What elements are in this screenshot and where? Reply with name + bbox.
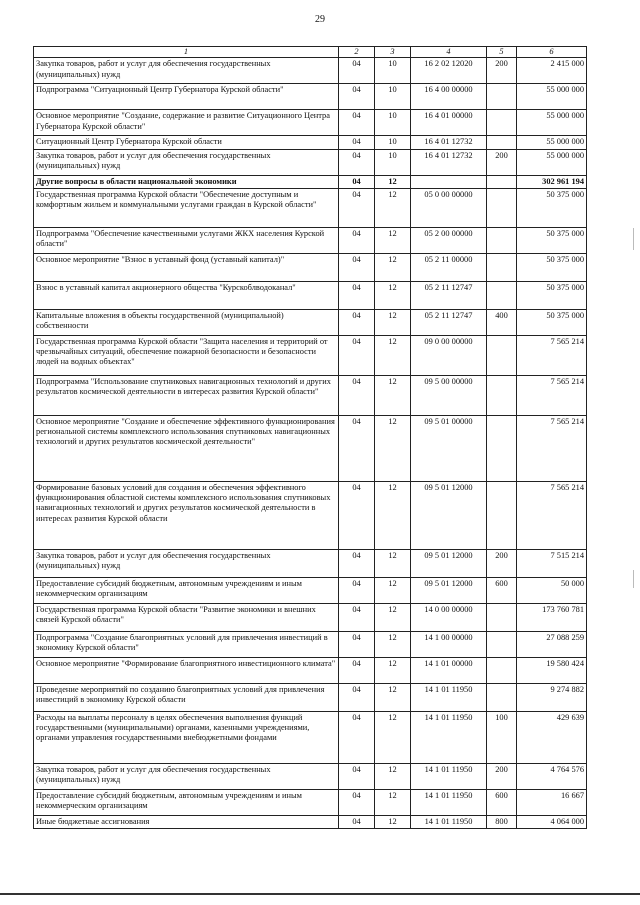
cell-amount: 55 000 000 <box>517 84 587 110</box>
cell-code: 16 4 01 12732 <box>411 149 487 175</box>
cell-sub: 10 <box>375 58 411 84</box>
table-row <box>34 58 587 84</box>
cell-amount: 173 760 781 <box>517 603 587 631</box>
cell-amount: 7 565 214 <box>517 335 587 375</box>
cell-sub: 12 <box>375 175 411 188</box>
table-row <box>34 577 587 603</box>
cell-name: Взнос в уставный капитал акционерного общества "Курскоблводоканал" <box>34 281 339 309</box>
cell-type <box>487 603 517 631</box>
cell-amount: 19 580 424 <box>517 657 587 683</box>
cell-code: 05 0 00 00000 <box>411 188 487 227</box>
cell-name: Основное мероприятие "Создание, содержание и развитие Ситуационного Центра Губернатора Курской области" <box>34 110 339 136</box>
cell-code: 16 4 01 00000 <box>411 110 487 136</box>
table-row <box>34 149 587 175</box>
table-row <box>34 763 587 789</box>
cell-name: Капитальные вложения в объекты государственной (муниципальной) собственности <box>34 309 339 335</box>
cell-amount: 302 961 194 <box>517 175 587 188</box>
cell-name: Основное мероприятие "Взнос в уставный фонд (уставный капитал)" <box>34 253 339 281</box>
cell-type: 800 <box>487 815 517 828</box>
cell-sec: 04 <box>339 631 375 657</box>
table-row <box>34 335 587 375</box>
cell-sec: 04 <box>339 577 375 603</box>
cell-type <box>487 631 517 657</box>
cell-sub: 10 <box>375 149 411 175</box>
cell-code <box>411 175 487 188</box>
cell-type: 200 <box>487 763 517 789</box>
cell-name: Государственная программа Курской области "Защита населения и территорий от чрезвычайных ситуаций, обеспечение пожарной безопасности и безопасности людей на водных объектах" <box>34 335 339 375</box>
cell-code: 14 0 00 00000 <box>411 603 487 631</box>
cell-sub: 12 <box>375 657 411 683</box>
cell-name: Закупка товаров, работ и услуг для обеспечения государственных (муниципальных) нужд <box>34 763 339 789</box>
cell-name: Ситуационный Центр Губернатора Курской области <box>34 136 339 149</box>
cell-name: Государственная программа Курской области "Развитие экономики и внешних связей Курской области" <box>34 603 339 631</box>
cell-sub: 12 <box>375 603 411 631</box>
cell-code: 14 1 01 11950 <box>411 815 487 828</box>
table-row <box>34 549 587 577</box>
column-header: 1 <box>34 47 339 58</box>
cell-type <box>487 175 517 188</box>
cell-type <box>487 136 517 149</box>
cell-sec: 04 <box>339 136 375 149</box>
cell-type <box>487 110 517 136</box>
table-body <box>34 58 587 829</box>
column-header: 4 <box>411 47 487 58</box>
cell-sub: 12 <box>375 763 411 789</box>
cell-name: Другие вопросы в области национальной экономики <box>34 175 339 188</box>
cell-amount: 55 000 000 <box>517 136 587 149</box>
cell-type: 600 <box>487 577 517 603</box>
cell-amount: 7 515 214 <box>517 549 587 577</box>
edge-mark <box>633 228 634 250</box>
cell-amount: 27 088 259 <box>517 631 587 657</box>
column-header: 3 <box>375 47 411 58</box>
cell-sec: 04 <box>339 815 375 828</box>
cell-amount: 7 565 214 <box>517 481 587 549</box>
cell-amount: 50 375 000 <box>517 253 587 281</box>
cell-name: Проведение мероприятий по созданию благоприятных условий для привлечения инвестиций в экономику Курской области <box>34 683 339 711</box>
cell-amount: 7 565 214 <box>517 375 587 415</box>
cell-name: Закупка товаров, работ и услуг для обеспечения государственных (муниципальных) нужд <box>34 149 339 175</box>
cell-type: 100 <box>487 711 517 763</box>
cell-name: Основное мероприятие "Формирование благоприятного инвестиционного климата" <box>34 657 339 683</box>
cell-type <box>487 415 517 481</box>
cell-amount: 50 375 000 <box>517 309 587 335</box>
cell-name: Государственная программа Курской области "Обеспечение доступным и комфортным жильем и коммунальными услугами граждан в Курской области" <box>34 188 339 227</box>
cell-sec: 04 <box>339 335 375 375</box>
cell-sec: 04 <box>339 175 375 188</box>
table-row <box>34 683 587 711</box>
table-row <box>34 603 587 631</box>
table-row <box>34 415 587 481</box>
cell-sub: 12 <box>375 577 411 603</box>
cell-type <box>487 281 517 309</box>
cell-name: Подпрограмма "Использование спутниковых навигационных технологий и других результатов космической деятельности в интересах развития Курской области" <box>34 375 339 415</box>
column-header: 5 <box>487 47 517 58</box>
cell-type <box>487 375 517 415</box>
cell-amount: 4 064 000 <box>517 815 587 828</box>
cell-sub: 12 <box>375 683 411 711</box>
cell-sub: 12 <box>375 415 411 481</box>
cell-sub: 12 <box>375 335 411 375</box>
cell-name: Закупка товаров, работ и услуг для обеспечения государственных (муниципальных) нужд <box>34 549 339 577</box>
cell-amount: 50 375 000 <box>517 227 587 253</box>
cell-amount: 9 274 882 <box>517 683 587 711</box>
cell-code: 14 1 00 00000 <box>411 631 487 657</box>
table-row <box>34 631 587 657</box>
cell-code: 05 2 11 00000 <box>411 253 487 281</box>
cell-type <box>487 657 517 683</box>
cell-code: 09 5 01 00000 <box>411 415 487 481</box>
cell-amount: 50 375 000 <box>517 188 587 227</box>
cell-type: 200 <box>487 149 517 175</box>
header-row <box>34 47 587 58</box>
cell-amount: 16 667 <box>517 789 587 815</box>
cell-sec: 04 <box>339 415 375 481</box>
cell-sec: 04 <box>339 683 375 711</box>
cell-code: 16 4 00 00000 <box>411 84 487 110</box>
cell-type <box>487 481 517 549</box>
cell-sec: 04 <box>339 481 375 549</box>
budget-table <box>33 46 587 829</box>
cell-type <box>487 683 517 711</box>
cell-sec: 04 <box>339 603 375 631</box>
cell-sub: 10 <box>375 110 411 136</box>
cell-sec: 04 <box>339 281 375 309</box>
cell-sec: 04 <box>339 375 375 415</box>
cell-sub: 12 <box>375 481 411 549</box>
cell-name: Предоставление субсидий бюджетным, автономным учреждениям и иным некоммерческим организациям <box>34 577 339 603</box>
cell-type: 400 <box>487 309 517 335</box>
cell-type <box>487 84 517 110</box>
bottom-rule <box>0 893 640 895</box>
table-row <box>34 309 587 335</box>
cell-sec: 04 <box>339 309 375 335</box>
cell-amount: 55 000 000 <box>517 110 587 136</box>
cell-code: 09 5 00 00000 <box>411 375 487 415</box>
cell-name: Подпрограмма "Создание благоприятных условий для привлечения инвестиций в экономику Курской области" <box>34 631 339 657</box>
cell-code: 05 2 11 12747 <box>411 281 487 309</box>
cell-sec: 04 <box>339 149 375 175</box>
cell-name: Закупка товаров, работ и услуг для обеспечения государственных (муниципальных) нужд <box>34 58 339 84</box>
cell-sec: 04 <box>339 110 375 136</box>
table-row <box>34 789 587 815</box>
table-row <box>34 281 587 309</box>
column-header: 6 <box>517 47 587 58</box>
cell-code: 09 0 00 00000 <box>411 335 487 375</box>
cell-type <box>487 227 517 253</box>
table-row <box>34 657 587 683</box>
cell-sec: 04 <box>339 84 375 110</box>
cell-sec: 04 <box>339 253 375 281</box>
cell-name: Формирование базовых условий для создания и обеспечения эффективного функционирования областной системы комплексного использования спутниковых навигационных технологий и других результатов космической деятельности в интересах развития Курской области <box>34 481 339 549</box>
cell-amount: 7 565 214 <box>517 415 587 481</box>
cell-sub: 12 <box>375 375 411 415</box>
cell-amount: 50 375 000 <box>517 281 587 309</box>
page-number: 29 <box>315 14 325 25</box>
cell-sub: 12 <box>375 188 411 227</box>
table-row <box>34 711 587 763</box>
cell-sec: 04 <box>339 227 375 253</box>
cell-name: Расходы на выплаты персоналу в целях обеспечения выполнения функций государственными (муниципальными) органами, казенными учреждениями, органами управления государственными внебюджетными фондами <box>34 711 339 763</box>
cell-sec: 04 <box>339 789 375 815</box>
cell-sec: 04 <box>339 188 375 227</box>
cell-type <box>487 253 517 281</box>
cell-sub: 12 <box>375 711 411 763</box>
cell-type: 200 <box>487 58 517 84</box>
cell-amount: 55 000 000 <box>517 149 587 175</box>
cell-amount: 429 639 <box>517 711 587 763</box>
cell-sub: 12 <box>375 631 411 657</box>
cell-sec: 04 <box>339 58 375 84</box>
table-row <box>34 227 587 253</box>
cell-sec: 04 <box>339 657 375 683</box>
cell-code: 14 1 01 00000 <box>411 657 487 683</box>
cell-type <box>487 188 517 227</box>
cell-code: 09 5 01 12000 <box>411 481 487 549</box>
cell-code: 05 2 11 12747 <box>411 309 487 335</box>
cell-name: Подпрограмма "Ситуационный Центр Губернатора Курской области" <box>34 84 339 110</box>
cell-amount: 2 415 000 <box>517 58 587 84</box>
cell-sec: 04 <box>339 711 375 763</box>
cell-sec: 04 <box>339 763 375 789</box>
table-row <box>34 84 587 110</box>
cell-sub: 10 <box>375 136 411 149</box>
cell-code: 05 2 00 00000 <box>411 227 487 253</box>
cell-sub: 12 <box>375 281 411 309</box>
cell-code: 16 2 02 12020 <box>411 58 487 84</box>
cell-code: 14 1 01 11950 <box>411 711 487 763</box>
edge-mark <box>633 570 634 588</box>
cell-amount: 4 764 576 <box>517 763 587 789</box>
cell-code: 14 1 01 11950 <box>411 789 487 815</box>
cell-code: 09 5 01 12000 <box>411 577 487 603</box>
table-row <box>34 375 587 415</box>
cell-code: 16 4 01 12732 <box>411 136 487 149</box>
table-row <box>34 815 587 828</box>
cell-sub: 12 <box>375 227 411 253</box>
cell-sub: 10 <box>375 84 411 110</box>
table-row <box>34 481 587 549</box>
table-row <box>34 136 587 149</box>
cell-type: 600 <box>487 789 517 815</box>
table-row <box>34 253 587 281</box>
cell-code: 14 1 01 11950 <box>411 763 487 789</box>
cell-sub: 12 <box>375 789 411 815</box>
column-header: 2 <box>339 47 375 58</box>
cell-name: Основное мероприятие "Создание и обеспечение эффективного функционирования региональной системы комплексного использования спутниковых навигационных технологий и других результатов космической деятельности" <box>34 415 339 481</box>
cell-code: 09 5 01 12000 <box>411 549 487 577</box>
cell-sub: 12 <box>375 253 411 281</box>
cell-type: 200 <box>487 549 517 577</box>
cell-sub: 12 <box>375 309 411 335</box>
cell-name: Иные бюджетные ассигнования <box>34 815 339 828</box>
cell-sub: 12 <box>375 815 411 828</box>
cell-name: Подпрограмма "Обеспечение качественными услугами ЖКХ населения Курской области" <box>34 227 339 253</box>
cell-sub: 12 <box>375 549 411 577</box>
table-row <box>34 175 587 188</box>
cell-code: 14 1 01 11950 <box>411 683 487 711</box>
table-row <box>34 110 587 136</box>
cell-amount: 50 000 <box>517 577 587 603</box>
table-row <box>34 188 587 227</box>
cell-name: Предоставление субсидий бюджетным, автономным учреждениям и иным некоммерческим организациям <box>34 789 339 815</box>
cell-sec: 04 <box>339 549 375 577</box>
cell-type <box>487 335 517 375</box>
